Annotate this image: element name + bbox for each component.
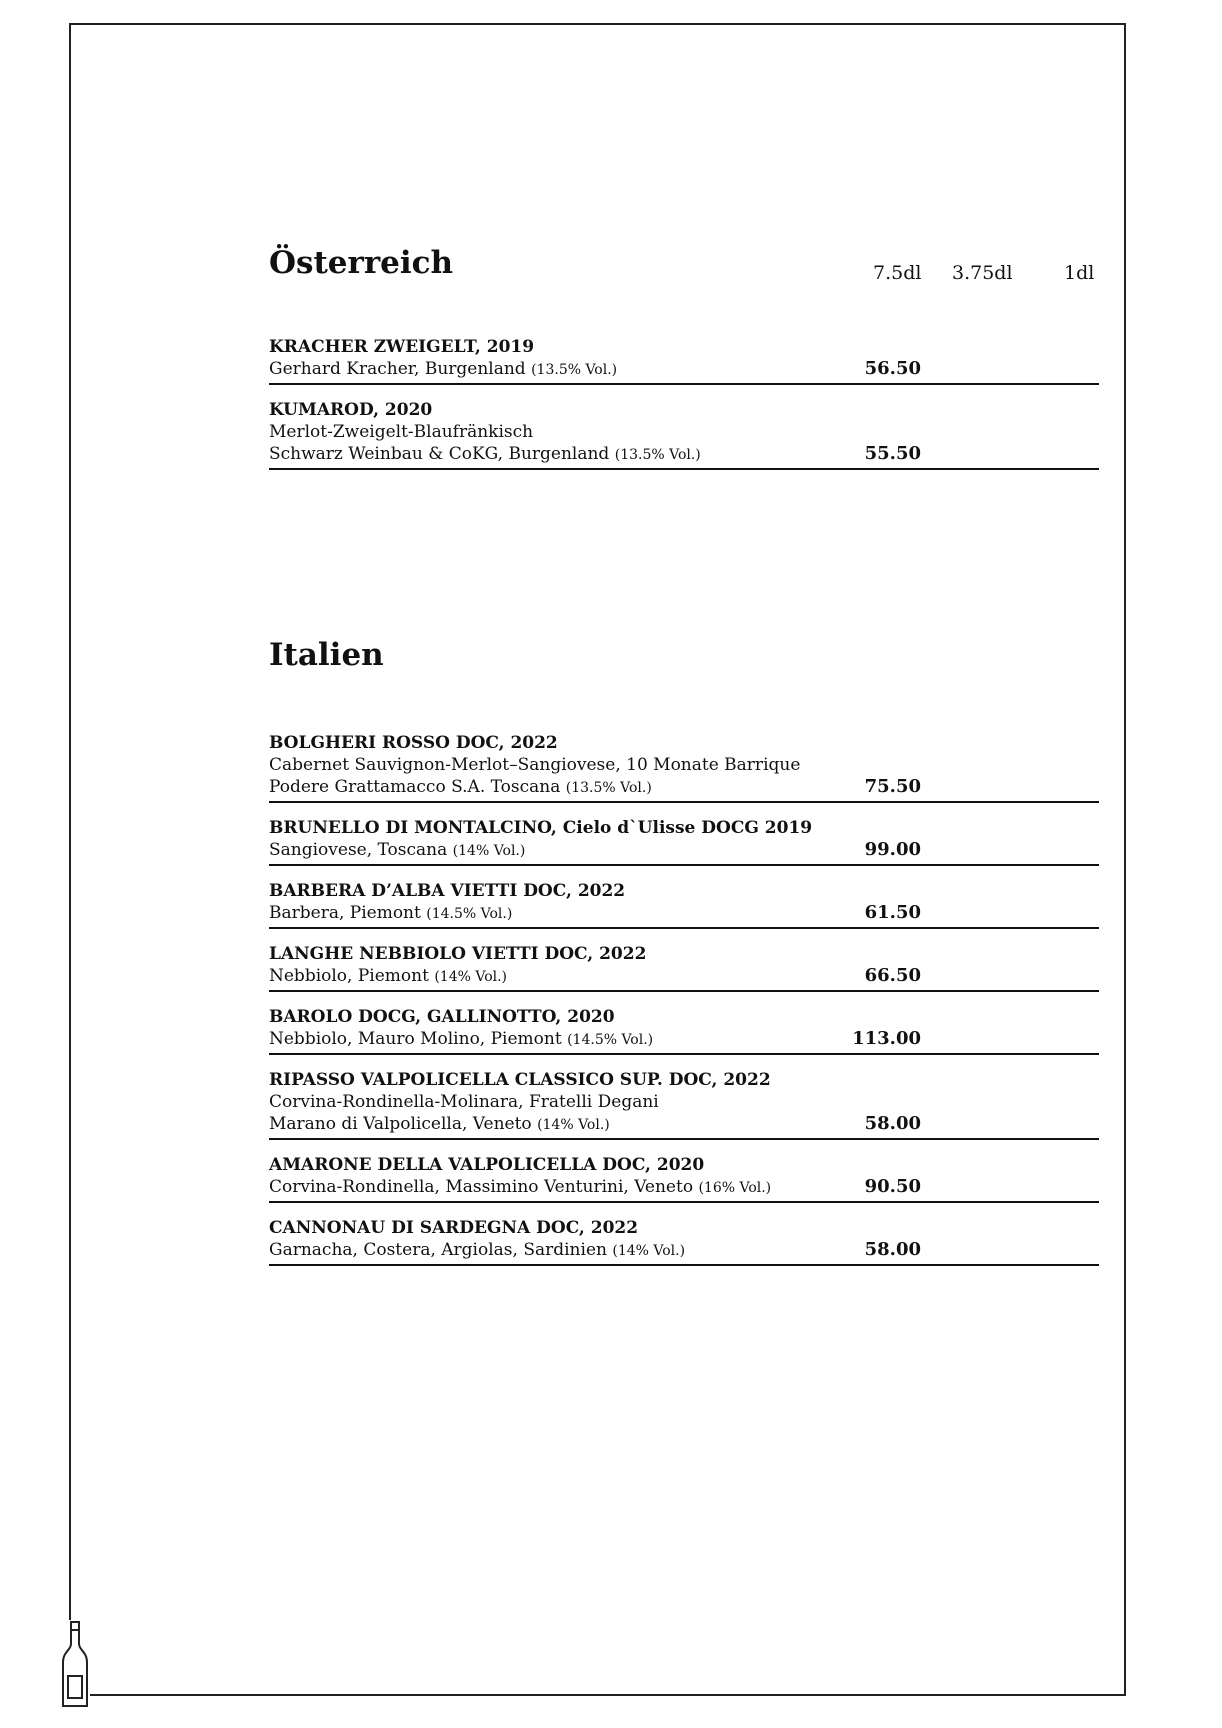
wine-name: RIPASSO VALPOLICELLA CLASSICO SUP. DOC, 2022 [269,1070,771,1090]
wine-vol: (14% Vol.) [434,969,508,985]
wine-item [269,732,1099,803]
wine-vol: (14% Vol.) [612,1243,686,1259]
wine-bottle-icon [60,1620,90,1708]
wine-price: 61.50 [864,902,921,923]
wine-vol: (13.5% Vol.) [565,780,652,796]
wine-vol: (13.5% Vol.) [531,362,618,378]
wine-name: KUMAROD, 2020 [269,400,433,420]
wine-price: 75.50 [864,776,921,797]
wine-detail: Gerhard Kracher, Burgenland (13.5% Vol.) [269,359,618,379]
wine-detail: Cabernet Sauvignon-Merlot–Sangiovese, 10 Monate Barrique [269,755,801,775]
wine-item [269,336,1099,385]
wine-item [269,1006,1099,1055]
wine-price: 58.00 [864,1239,921,1260]
wine-vol: (14.5% Vol.) [426,906,513,922]
wine-detail: Merlot-Zweigelt-Blaufränkisch [269,422,534,442]
section-title: Österreich [269,245,454,281]
size-headers [269,262,1099,292]
wine-item [269,943,1099,992]
wine-vol: (13.5% Vol.) [614,447,701,463]
wine-name: CANNONAU DI SARDEGNA DOC, 2022 [269,1218,639,1238]
wine-name: BARBERA D’ALBA VIETTI DOC, 2022 [269,881,626,901]
wine-detail: Sangiovese, Toscana (14% Vol.) [269,840,526,860]
wine-name: BOLGHERI ROSSO DOC, 2022 [269,733,558,753]
wine-detail: Barbera, Piemont (14.5% Vol.) [269,903,513,923]
wine-price: 113.00 [852,1028,921,1049]
wine-detail: Nebbiolo, Mauro Molino, Piemont (14.5% Vol.) [269,1029,654,1049]
wine-price: 66.50 [864,965,921,986]
section-italien [269,637,1099,1280]
wine-price: 58.00 [864,1113,921,1134]
wine-vol: (14% Vol.) [537,1117,610,1133]
wine-price: 99.00 [864,839,921,860]
wine-vol: (14% Vol.) [452,843,526,859]
size-header-75dl: 7.5dl [873,262,922,284]
section-title: Italien [269,637,384,673]
wine-price: 55.50 [864,443,921,464]
wine-item [269,399,1099,470]
wine-detail: Corvina-Rondinella-Molinara, Fratelli Degani [269,1092,659,1112]
wine-detail: Schwarz Weinbau & CoKG, Burgenland (13.5% Vol.) [269,444,701,464]
size-header-375dl: 3.75dl [952,262,1013,284]
wine-item [269,880,1099,929]
wine-name: AMARONE DELLA VALPOLICELLA DOC, 2020 [269,1155,705,1175]
wine-name: LANGHE NEBBIOLO VIETTI DOC, 2022 [269,944,647,964]
wine-vol: (16% Vol.) [698,1180,772,1196]
wine-detail: Corvina-Rondinella, Massimino Venturini, Veneto (16% Vol.) [269,1177,772,1197]
wine-name: BAROLO DOCG, GALLINOTTO, 2020 [269,1007,615,1027]
wine-item [269,817,1099,866]
wine-price: 90.50 [864,1176,921,1197]
wine-price: 56.50 [864,358,921,379]
wine-vol: (14.5% Vol.) [567,1032,654,1048]
wine-name: BRUNELLO DI MONTALCINO, Cielo d`Ulisse DOCG 2019 [269,818,813,838]
wine-detail: Nebbiolo, Piemont (14% Vol.) [269,966,508,986]
wine-detail: Marano di Valpolicella, Veneto (14% Vol.) [269,1114,610,1134]
wine-detail: Podere Grattamacco S.A. Toscana (13.5% Vol.) [269,777,652,797]
wine-item [269,1217,1099,1266]
wine-name: KRACHER ZWEIGELT, 2019 [269,337,535,357]
section-oesterreich [269,245,1099,484]
wine-detail: Garnacha, Costera, Argiolas, Sardinien (14% Vol.) [269,1240,686,1260]
size-header-1dl: 1dl [1064,262,1095,284]
wine-item [269,1069,1099,1140]
wine-item [269,1154,1099,1203]
